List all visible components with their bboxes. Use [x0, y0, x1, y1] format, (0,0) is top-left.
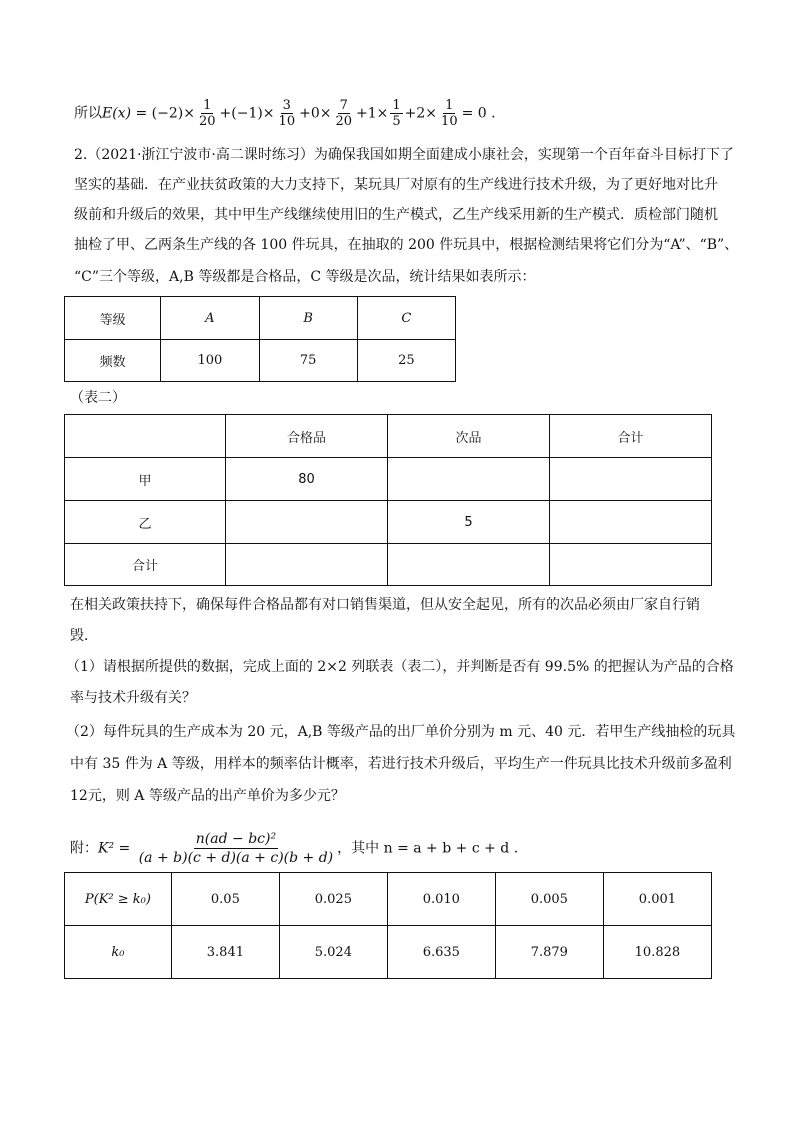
table-cell: 5 [388, 501, 550, 544]
table-row [65, 544, 712, 586]
fraction-denominator: (a + b)(c + d)(a + c)(b + d) [138, 850, 334, 866]
table-cell: 合格品 [225, 415, 387, 458]
table-cell: 10.828 [603, 926, 711, 979]
fraction-numerator: 1 [445, 98, 454, 113]
table-row [65, 415, 712, 458]
question1-line: （1）请根据所提供的数据，完成上面的 2×2 列联表（表二），并判断是否有 99.5% 的把握认为产品的合格 [66, 659, 734, 675]
table-cell [549, 501, 711, 544]
table-cell: 7.879 [495, 926, 603, 979]
table-cell: 6.635 [387, 926, 495, 979]
problem2-line: 抽检了甲、乙两条生产线的各 100 件玩具，在抽取的 200 件玩具中，根据检测结果将它们分为“A”、“B”、 [74, 237, 739, 253]
table-cell: 100 [161, 340, 259, 382]
term-coef: (−2)× [151, 105, 195, 122]
policy-line: 毁． [70, 628, 98, 644]
table-cell: 0.025 [279, 873, 387, 926]
table-cell: 3.841 [171, 926, 279, 979]
fraction-denominator: 20 [335, 114, 353, 129]
problem2-line: 坚实的基础．在产业扶贫政策的大力支持下，某玩具厂对原有的生产线进行技术升级，为了更好地对比升 [74, 177, 718, 193]
problem2-line: 级前和升级后的效果，其中甲生产线继续使用旧的生产模式，乙生产线采用新的生产模式．质检部门随机 [74, 207, 718, 223]
table-cell: k₀ [65, 926, 172, 979]
table-cell [388, 544, 550, 586]
table-cell [225, 501, 387, 544]
fraction-denominator: 20 [198, 114, 216, 129]
expectation-lhs: E(x) = [102, 105, 152, 122]
fraction [197, 98, 218, 129]
table-row [65, 340, 456, 382]
appendix-lhs: K² = [98, 840, 135, 857]
appendix-prefix: 附： [70, 840, 98, 857]
question2-line: 12元，则 A 等级产品的出产单价为多少元？ [70, 788, 345, 804]
problem2-line: “C”三个等级，A,B 等级都是合格品，C 等级是次品，统计结果如表所示： [74, 269, 536, 285]
expectation-formula [74, 98, 496, 129]
critical-value-table [64, 872, 712, 979]
question2-line: （2）每件玩具的生产成本为 20 元，A,B 等级产品的出厂单价分别为 m 元、40 元．若甲生产线抽检的玩具 [66, 724, 736, 740]
fraction-numerator: 1 [392, 98, 401, 113]
table-cell: A [161, 297, 259, 340]
table-row [65, 297, 456, 340]
table-cell: C [357, 297, 455, 340]
fraction [390, 98, 402, 129]
table-cell: 合计 [549, 415, 711, 458]
question2-line: 中有 35 件为 A 等级，用样本的频率估计概率，若进行技术升级后，平均生产一件玩具比技术升级前多盈利 [70, 756, 732, 772]
table-cell [225, 544, 387, 586]
table-cell: B [259, 297, 357, 340]
table-cell: 0.010 [387, 873, 495, 926]
table-row [65, 458, 712, 501]
table-cell: P(K² ≥ k₀) [65, 873, 172, 926]
expectation-result: = 0 . [461, 105, 496, 122]
fraction-numerator: 7 [339, 98, 348, 113]
table-cell: 甲 [65, 458, 226, 501]
fraction-denominator: 10 [278, 114, 296, 129]
fraction [333, 98, 354, 129]
table-cell: 等级 [65, 297, 161, 340]
table-cell: 25 [357, 340, 455, 382]
policy-line: 在相关政策扶持下，确保每件合格品都有对口销售渠道，但从安全起见，所有的次品必须由厂家自行销 [70, 597, 700, 613]
table2-caption: （表二） [70, 390, 126, 406]
fraction-denominator: 5 [392, 114, 401, 129]
fraction-denominator: 10 [441, 114, 458, 129]
term-coef: +0× [299, 105, 332, 122]
term-coef: +(−1)× [219, 105, 275, 122]
term-coef: +2× [404, 105, 438, 122]
table-row [65, 873, 712, 926]
expectation-prefix: 所以 [74, 105, 102, 122]
table-cell: 75 [259, 340, 357, 382]
table-cell: 乙 [65, 501, 226, 544]
table-cell: 0.005 [495, 873, 603, 926]
table-cell [549, 458, 711, 501]
table-cell: 合计 [65, 544, 226, 586]
table-row [65, 501, 712, 544]
table-row [65, 926, 712, 979]
term-coef: +1× [356, 105, 389, 122]
table-cell: 频数 [65, 340, 161, 382]
appendix-formula [70, 830, 518, 867]
table-cell [549, 544, 711, 586]
contingency-table [64, 414, 712, 586]
problem2-line: 2.（2021·浙江宁波市·高二课时练习）为确保我国如期全面建成小康社会，实现第一个百年奋斗目标打下了 [74, 147, 734, 163]
k-squared-fraction [137, 830, 335, 867]
grade-table [64, 296, 456, 382]
table-cell [388, 458, 550, 501]
table-cell: 5.024 [279, 926, 387, 979]
fraction-numerator: 1 [203, 98, 212, 113]
table-cell: 80 [225, 458, 387, 501]
fraction [439, 98, 460, 129]
appendix-suffix: ，其中 n = a + b + c + d . [337, 840, 519, 857]
question1-line: 率与技术升级有关？ [70, 690, 196, 706]
fraction-numerator: n(ad − bc)² [195, 831, 277, 847]
table-cell: 0.05 [171, 873, 279, 926]
table-cell [65, 415, 226, 458]
fraction-numerator: 3 [282, 98, 291, 113]
table-cell: 0.001 [603, 873, 711, 926]
table-cell: 次品 [388, 415, 550, 458]
fraction [277, 98, 298, 129]
